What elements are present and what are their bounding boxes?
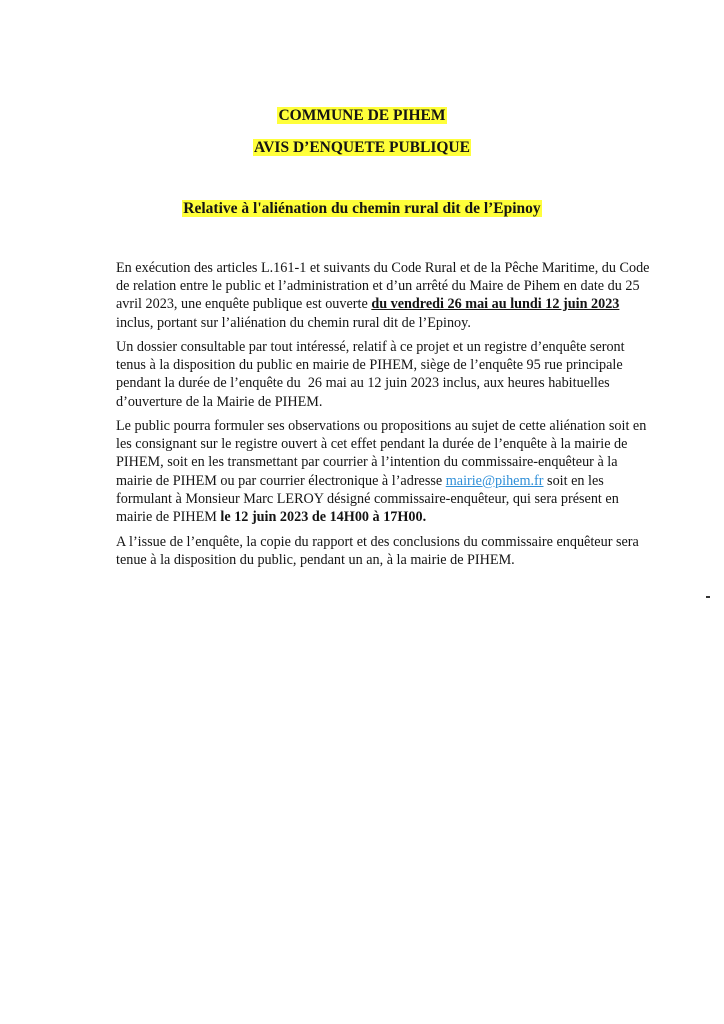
p3-line6 xyxy=(116,509,426,525)
p4-line2: tenue à la disposition du public, pendant un an, à la mairie de PIHEM. xyxy=(116,552,515,569)
p2-line1: Un dossier consultable par tout intéressé, relatif à ce projet et un registre d’enquête seront xyxy=(116,339,625,355)
paragraph-observations xyxy=(116,417,647,526)
paragraph-issue xyxy=(116,533,639,569)
paragraph-dossier xyxy=(116,338,625,411)
p2-line3: pendant la durée de l’enquête du 26 mai au 12 juin 2023 inclus, aux heures habituelles xyxy=(116,375,610,392)
p3-line5: formulant à Monsieur Marc LEROY désigné commissaire-enquêteur, qui sera présent en xyxy=(116,490,619,507)
p2-line4: d’ouverture de la Mairie de PIHEM. xyxy=(116,393,323,410)
permanence-date: le 12 juin 2023 de 14H00 à 17H00. xyxy=(220,509,427,526)
title-avis: AVIS D’ENQUETE PUBLIQUE xyxy=(254,139,470,156)
p1-line4: inclus, portant sur l’aliénation du chemin rural dit de l’Epinoy. xyxy=(116,314,471,331)
p3-line4-start: mairie de PIHEM ou par courrier électronique à l’adresse xyxy=(116,472,446,489)
p3-line3: PIHEM, soit en les transmettant par courrier à l’intention du commissaire-enquêteur à la xyxy=(116,454,618,471)
p3-line4-end: soit en les xyxy=(543,472,604,489)
email-link[interactable]: mairie@pihem.fr xyxy=(445,472,544,489)
title-commune: COMMUNE DE PIHEM xyxy=(278,107,446,124)
p1-line3-start: avril 2023, une enquête publique est ouverte xyxy=(116,296,372,313)
title-avis-line xyxy=(0,138,724,157)
p1-line3 xyxy=(116,296,619,312)
title-commune-line xyxy=(0,106,724,125)
p2-line2: tenus à la disposition du public en mairie de PIHEM, siège de l’enquête 95 rue principale xyxy=(116,357,623,374)
paragraph-execution xyxy=(116,259,650,332)
p3-line2: les consignant sur le registre ouvert à cet effet pendant la durée de l’enquête à la mairie de xyxy=(116,436,628,453)
p1-line1: En exécution des articles L.161-1 et suivants du Code Rural et de la Pêche Maritime, du Code xyxy=(116,260,650,276)
scan-speck xyxy=(706,596,710,598)
subject-title: Relative à l'aliénation du chemin rural dit de l’Epinoy xyxy=(183,200,541,217)
inquiry-dates: du vendredi 26 mai au lundi 12 juin 2023 xyxy=(371,296,620,313)
subject-line xyxy=(0,199,724,218)
p3-line6-start: mairie de PIHEM xyxy=(116,509,221,526)
p3-line4 xyxy=(116,473,604,489)
p3-line1: Le public pourra formuler ses observations ou propositions au sujet de cette aliénation soit en xyxy=(116,418,647,434)
p4-line1: A l’issue de l’enquête, la copie du rapport et des conclusions du commissaire enquêteur sera xyxy=(116,534,639,550)
p1-line2: de relation entre le public et l’administration et d’un arrêté du Maire de Pihem en date du 25 xyxy=(116,278,640,295)
